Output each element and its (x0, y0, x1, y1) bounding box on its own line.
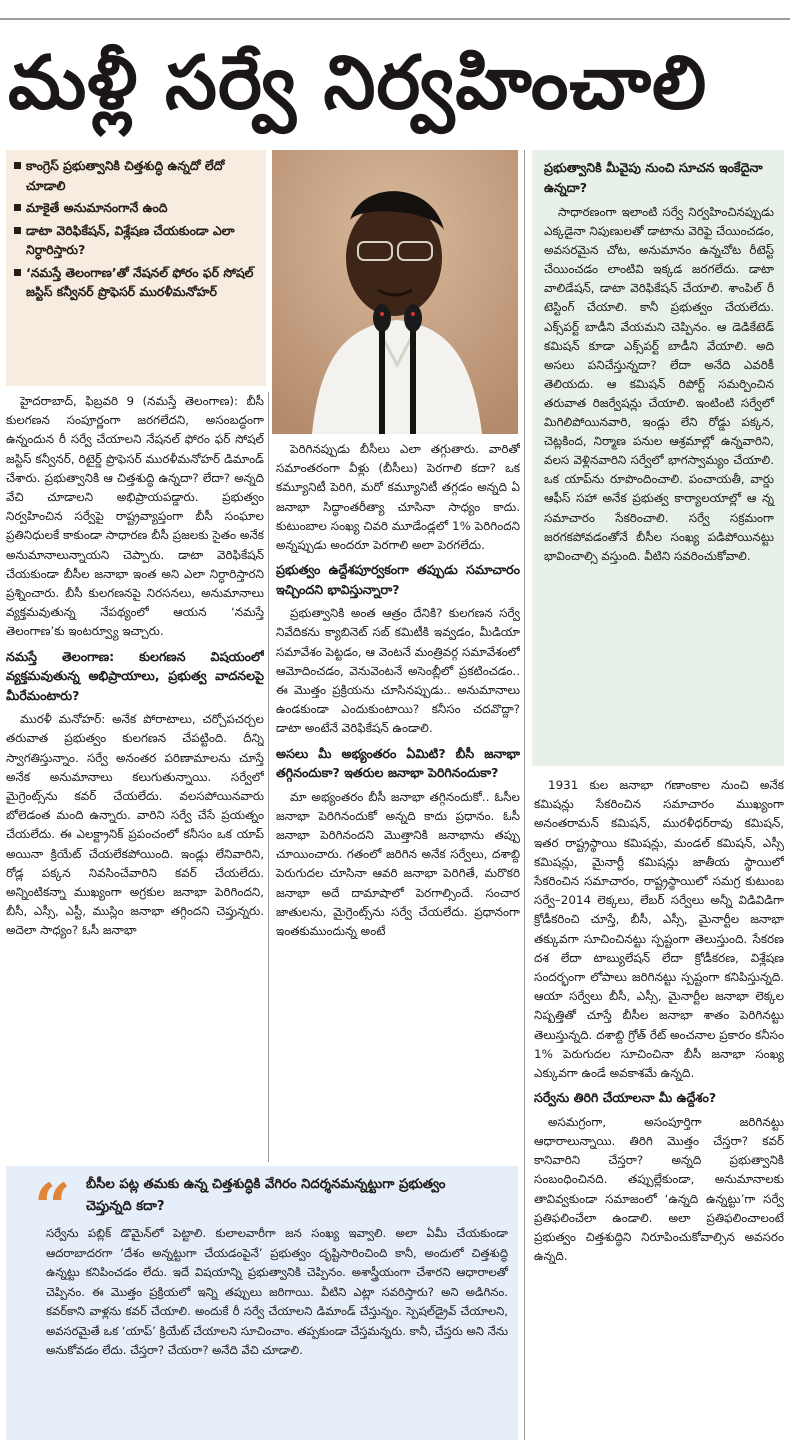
portrait-illustration (272, 150, 518, 434)
intro-paragraph: హైదరాబాద్, ఫిబ్రవరి 9 (నమస్తే తెలంగాణ): బీసీ కులగణన సంపూర్ణంగా జరగలేదని, అసంబద్ధంగా ఉన్నందున రీ సర్వే చేయాలని నేషనల్ ఫోరం ఫర్ సోషల్ జస్టిస్ కన్వీనర్, రిటైర్డ్ ప్రొఫెసర్ మురళీమనోహర్ డిమాండ్ చేశారు. ప్రభుత్వానికి ఆ చిత్తశుద్ధి ఉన్నదా? లేదా? అన్నది వేచి చూడాలని అభిప్రాయపడ్డారు. ప్రభుత్వం నిర్వహించిన సర్వేపై రాష్ట్రవ్యాప్తంగా బీసీ సంఘాల ప్రతినిధులకే కాకుండా సాధారణ బీసీ ప్రజలకు సైతం అనేక అనుమానాలున్నాయని చెప్పారు. డాటా వెరిఫికేషన్ చేయకుండా బీసీల జనాభా ఇంత అని ఎలా నిర్ధారిస్తారని ప్రశ్నించారు. బీసీ కులగణనపై నిరసనలు, అనుమానాలు వ్యక్తమవుతున్న నేపథ్యంలో ఆయన ‘నమస్తే తెలంగాణ’కు ఇంటర్వ్యూ ఇచ్చారు. (6, 394, 264, 639)
quote-question: బీసీల పట్ల తమకు ఉన్న చిత్తశుద్ధికి వేగిరం నిదర్శనమన్నట్టుగా ప్రభుత్వం చెప్తున్నది కదా? (86, 1177, 446, 1214)
answer: మా అభ్యంతరం బీసీ జనాభా తగ్గినందుకో.. ఓసీల జనాభా పెరిగినందుకో అన్నది కాదు ప్రధానం. ఓసీ జనాభా పెరిగినందని మొత్తానికి జనాభాను తప్పు చూయించారు. గతంలో జరిగిన అనేక సర్వేలు, దశాబ్ది పెరుగుదల చూసినా ఆవరి జనాభా పెరిగితే, మరొకరి జనాభా అదే దామాషాలో పెరగాల్సిందే. సంచార జాతులను, మైగ్రెంట్స్‌ను సర్వే చేయలేదు. ప్రధానంగా ఇంతకుముందున్న అంటే (276, 789, 520, 939)
column-2 (276, 440, 520, 1160)
answer: పెరిగినప్పుడు బీసీలు ఎలా తగ్గుతారు. వారితో సమాంతరంగా వీళ్లు (బీసీలు) పెరగాలి కదా? ఒక కమ్యూనిటీ పెరిగి, మరో కమ్యూనిటీ తగ్గడం అన్నది ఏ జనాభా సిద్ధాంతరీత్యా చూసినా సాధ్యం కాదు. కుటుంబాల సంఖ్య చివరి మూడేండ్లలో 1% పెరిగిందని అన్నప్పుడు అందరూ పెరగాలి అలా పెరగలేదు. (276, 442, 520, 553)
quote-mark-icon: “ (34, 1170, 71, 1245)
question: ప్రభుత్వానికి మీవైపు నుంచి సూచన ఇంకేదైనా ఉన్నదా? (544, 160, 763, 195)
question: ప్రభుత్వం ఉద్దేశపూర్వకంగా తప్పుడు సమాచారం ఇచ్చిందని భావిస్తున్నారా? (276, 562, 520, 597)
suggestion-box (532, 150, 784, 766)
highlight-item: ‘నమస్తే తెలంగాణ’తో నేషనల్ ఫోరం ఫర్ సోషల్ జస్టిస్ కన్వీనర్ ప్రొఫెసర్ మురళీమనోహర్ (12, 263, 258, 302)
highlight-item: కాంగ్రెస్ ప్రభుత్వానికి చిత్తశుద్ధి ఉన్నదో లేదో చూడాలి (12, 156, 258, 195)
answer: అసమగ్రంగా, అసంపూర్తిగా జరిగినట్టు ఆధారాలున్నాయి. తిరిగి మొత్తం చేస్తరా? కవర్ కానివారిని చేస్తరా? అన్నది ప్రభుత్వానికి సంబంధించినది. తప్పుల్లేకుండా, అనుమానాలకు తావివ్వకుండా సమాజంలో ‘ఉన్నది ఉన్నట్టు’గా సర్వే ప్రతిఫలించేలా ఉండాలి. అలా ప్రతిఫలించాలంటే ప్రభుత్వం చిత్తశుద్ధిని నిరూపించుకోవాల్సిన అవసరం ఉన్నది. (534, 1114, 784, 1264)
highlight-item: మాకైతే అనుమానంగానే ఉంది (12, 198, 258, 218)
question: నమస్తే తెలంగాణ: కులగణన విషయంలో వ్యక్తమవుతున్న అభిప్రాయాలు, ప్రభుత్వ వాదనలపై మీరేమంటారు? (6, 648, 264, 703)
headline: మళ్లీ సర్వే నిర్వహించాలి (8, 40, 708, 126)
answer: 1931 కుల జనాభా గణాంకాల నుంచి అనేక కమిషన్లు సేకరించిన సమాచారం ముఖ్యంగా అనంతరామన్ కమిషన్, మురళీధర్‌రావు కమిషన్, ఇతర రాష్ట్రస్థాయి కమిషన్లు, మండల్ కమిషన్, ఎస్సీ కమిషన్లు, మైనార్టీ కమిషన్లు జాతీయ స్థాయిలో సేకరించిన సమాచారం, రాష్ట్రస్థాయిలో సమగ్ర కుటుంబ సర్వే–2014 లెక్కలు, లేబర్ సర్వేలు అన్నీ విడివిడిగా క్రోడీకరించి చూస్తే, బీసీ, ఎస్సీ, మైనార్టీల జనాభా తక్కువగా సూచించినట్టు స్పష్టంగా తెలుస్తుంది. సేకరణ దశ లేదా టాబ్యులేషన్ లేదా క్రోడీకరణ, విశ్లేషణ సందర్భంగా లోపాలు జరిగినట్టు స్పష్టంగా కనిపిస్తున్నది. ఆయా సర్వేలు బీసీ, ఎస్సీ, మైనార్టీల జనాభా లెక్కల నిష్పత్తితో చూస్తే బీసీల జనాభా శాతం పెరిగినట్టు తెలుస్తున్నది. దశాబ్ది గ్రోత్ రేట్ అంచనాల ప్రకారం కనీసం 1% పెరుగుదల సూచించినా బీసీ జనాభా సంఖ్య ఎక్కువగా ఉండే అవకాశమే ఉన్నది. (534, 778, 784, 1081)
column-rule (268, 392, 269, 1162)
top-rule (0, 18, 790, 20)
question: అసలు మీ అభ్యంతరం ఏమిటి? బీసీ జనాభా తగ్గినందుకా? ఇతరుల జనాభా పెరిగినందుకా? (276, 745, 520, 781)
highlights-box (6, 150, 266, 386)
interviewee-photo (272, 150, 518, 434)
column-1 (6, 392, 264, 1160)
quote-box (6, 1166, 518, 1440)
highlight-item: డాటా వెరిఫికేషన్, విశ్లేషణ చేయకుండా ఎలా నిర్ధారిస్తారు? (12, 221, 258, 260)
answer: మురళీ మనోహర్: అనేక పోరాటాలు, చర్చోపచర్చల తరువాత ప్రభుత్వం కులగణన చేపట్టింది. దీన్ని స్వాగతిస్తున్నాం. సర్వే అనంతర పరిణామాలను చూస్తే అనేక అనుమానాలు కలుగుతున్నాయి. సర్వేలో మైగ్రెంట్స్‌ను కవర్ చేయలేదు. వలసపోయినవారు బోలెడంత మంది ఉన్నారు. వారిని సర్వే చేసే ప్రయత్నం చేయలేదు. ఈ ఎలక్ట్రానిక్ ప్రపంచంలో కనీసం ఒక యాప్ అయినా క్రియేట్ చేయలేకపోయింది. ఇండ్లు లేనివారిని, రోడ్ల పక్కన నివసించేవారిని కవర్ చేయలేదు. అన్నింటికన్నా ముఖ్యంగా అగ్రకుల జనాభా పెరిగిందని, బీసీ, ఎస్సీ, ఎస్టీ, ముస్లిం జనాభా తగ్గిందని చెప్తున్నరు. అదెలా సాధ్యం? ఓసీ జనాభా (6, 712, 264, 938)
question: సర్వేను తిరిగి చేయాలనా మీ ఉద్దేశం? (534, 1090, 717, 1106)
column-3 (534, 776, 784, 1440)
answer: సాధారణంగా ఇలాంటి సర్వే నిర్వహించినప్పుడు ఎక్కడైనా నిపుణులతో డాటాను వెరిఫై చేయించడం, అవసరమైన చోట, అనుమానం ఉన్నచోట రీటెస్ట్ చేయించడం లాంటివి ఇక్కడ జరగలేదు. డాటా వాలిడేషన్, డాటా వెరిఫికేషన్ చేయాలి. శాంపిల్ రీ టెస్టింగ్ చేయాలి. కానీ ప్రభుత్వం చేయలేదు. ఎక్స్‌పర్ట్ బాడీని వేయమని చెప్పినం. ఆ డెడికేటెడ్ కమిషన్ కూడా ఎక్స్‌పర్ట్ బాడీని వేయాలి. అది అసలు పనిచేస్తున్నదా? లేదా అనేది ఎవరికీ తెలియదు. ఆ కమిషన్ రిపోర్ట్ సమర్పించిన తరువాత రిజర్వేషన్లు చేయాలి. ఇంటింటి సర్వేలో మిగిలిపోయినవారి, ఇండ్లు లేని రోడ్డు పక్కన, చెట్లకింద, నిర్మాణ పనుల ఆశ్రమాల్లో ఉన్నవారిని, వలస వెళ్లినవారిని సర్వేలో భాగస్వామ్యం చేయాలి. ఒక యాప్‌ను రూపొందించాలి. పంచాయతీ, వార్డు ఆఫీస్ సహా అనేక ప్రభుత్వ కార్యాలయాల్లో ఆ న్న సమాచారం సేకరించాలి. సర్వే సక్రమంగా జరగకపోవడంతోనే బీసీల సంఖ్య పడిపోయినట్టు భావించాల్సి వస్తుంది. వీటిని సవరించుకోవాలి. (544, 205, 774, 563)
answer: ప్రభుత్వానికి అంత ఆత్రం దేనికి? కులగణన సర్వే నివేదికను క్యాబినెట్ సబ్ కమిటీకి ఇవ్వడం, మీడియా సమావేశం పెట్టడం, ఆ వెంటనే మంత్రివర్గ సమావేశంలో ఆమోదించడం, వెనువెంటనే అసెంబ్లీలో ప్రకటించడం.. ఈ మొత్తం ప్రక్రియను చూసినప్పుడు.. అనుమానాలు ఉండకుండా ఎందుకుంటాయి? కనీసం చదవొద్దా? డాటా అంటేనే వెరిఫికేషన్ ఉండాలి. (276, 606, 520, 736)
column-rule (524, 150, 525, 1440)
quote-answer: సర్వేను పబ్లిక్ డొమైన్‌లో పెట్టాలి. కులాలవారీగా జన సంఖ్య ఇవ్వాలి. అలా ఏమీ చేయకుండా ఆదరాబాదరగా ‘దేశం అన్నట్టుగా చేయడంపైనే’ ప్రభుత్వం దృష్టిసారించింది కానీ, అందులో చిత్తశుద్ధి ఉన్నట్టు కనిపించడం లేదు. ఇదే విషయాన్ని ప్రభుత్వానికి చెప్పినం. అశాస్త్రీయంగా చేశారని ఆధారాలతో చెప్పినం. ఈ మొత్తం ప్రక్రియలో ఇన్ని తప్పులు జరిగాయి. వీటిని ఎట్లా సవరిస్తారు? అని అడిగినం. కవర్‌కాని వాళ్లను కవర్ చేయాలి. అందుకే రీ సర్వే చేయాలని డిమాండ్ చేస్తున్నం. స్పెషల్‌డ్రైవ్ చేయాలని, అవసరమైతే ఒక ‘యాప్’ క్రియేట్ చేయాలని సూచించాం. తప్పకుండా చేస్తమన్నరు. కానీ, చేస్తరు అని నేను అనుకోవడం లేదు. చేస్తరా? చేయరా? అనేది వేచి చూడాలి. (46, 1226, 508, 1357)
